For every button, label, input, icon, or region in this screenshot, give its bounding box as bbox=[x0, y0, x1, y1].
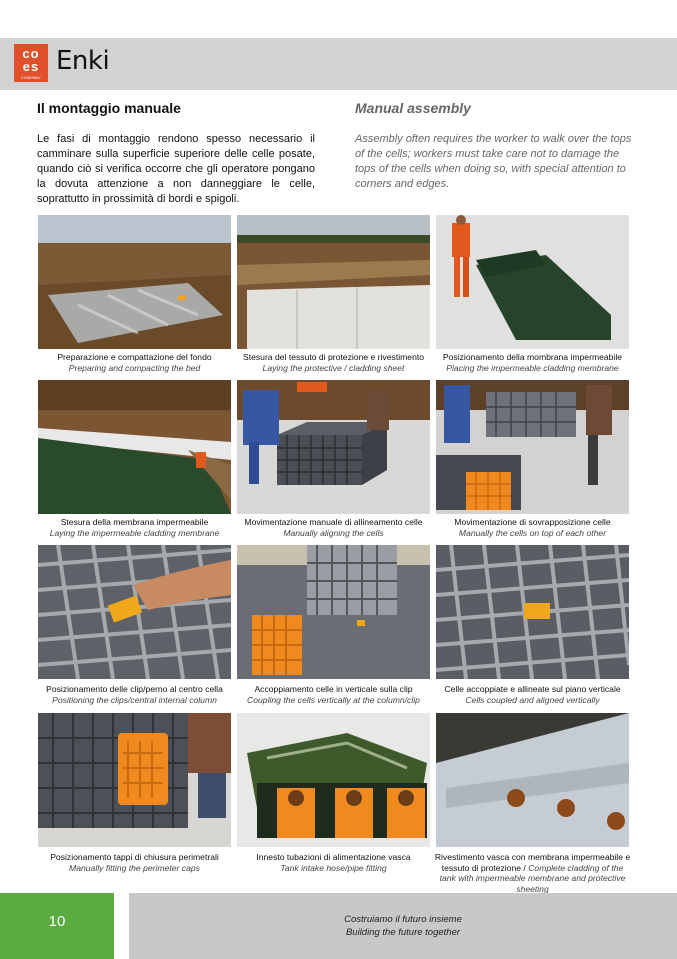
caption-3 bbox=[433, 352, 632, 373]
photo-aligning-cells bbox=[237, 380, 430, 514]
caption-5-it: Movimentazione manuale di allineamento celle bbox=[244, 517, 423, 527]
photo-placing-membrane bbox=[436, 215, 629, 349]
caption-2 bbox=[234, 352, 433, 373]
photo-preparing-bed bbox=[38, 215, 231, 349]
caption-3-en: Placing the impermeable cladding membrane bbox=[446, 362, 619, 373]
caption-11-it: Innesto tubazioni di alimentazione vasca bbox=[256, 852, 411, 862]
caption-11-en: Tank intake hose/pipe fitting bbox=[280, 862, 387, 873]
caption-5 bbox=[234, 517, 433, 538]
caption-7-en: Positioning the clips/central internal column bbox=[52, 694, 217, 705]
photo-protective-sheet bbox=[237, 215, 430, 349]
page-number: 10 bbox=[48, 913, 66, 930]
caption-1 bbox=[35, 352, 234, 373]
caption-8-en: Coupling the cells vertically at the column/clip bbox=[247, 694, 420, 705]
heading-english: Manual assembly bbox=[355, 100, 471, 116]
logo-text-co: co bbox=[22, 46, 40, 61]
brand-title: Enki bbox=[56, 46, 110, 76]
caption-6-en: Manually the cells on top of each other bbox=[458, 527, 607, 538]
logo-text-es: es bbox=[22, 59, 40, 74]
caption-4 bbox=[35, 517, 234, 538]
intro-english: Assembly often requires the worker to walk over the tops of the cells; workers must take care not to damage the tops of the cells when doing so, with special attention to corners and edges. bbox=[355, 133, 632, 190]
caption-8-it: Accoppiamento celle in verticale sulla clip bbox=[254, 684, 413, 694]
caption-6 bbox=[433, 517, 632, 538]
caption-2-it: Stesura del tessuto di protezione e rivestimento bbox=[242, 352, 425, 362]
caption-2-en: Laying the protective / cladding sheet bbox=[262, 362, 405, 373]
logo-text-company: COMPANY bbox=[21, 75, 41, 80]
caption-9-en: Cells coupled and aligned vertically bbox=[465, 694, 600, 705]
caption-12 bbox=[433, 852, 632, 894]
photo-stacking-cells bbox=[436, 380, 629, 514]
photo-laying-membrane bbox=[38, 380, 231, 514]
photo-coupling-cells bbox=[237, 545, 430, 679]
coes-logo bbox=[14, 44, 48, 82]
footer-slogan-en: Building the future together bbox=[345, 927, 461, 938]
photo-complete-cladding bbox=[436, 713, 629, 847]
caption-7-it: Posizionamento delle clip/perno al centro cella bbox=[46, 684, 223, 694]
caption-8 bbox=[234, 684, 433, 705]
caption-5-en: Manually aligning the cells bbox=[283, 527, 384, 538]
caption-4-en: Laying the impermeable cladding membrane bbox=[49, 527, 220, 538]
caption-9-it: Celle accoppiate e allineate sul piano verticale bbox=[444, 684, 621, 694]
caption-10 bbox=[35, 852, 234, 873]
caption-12-en: Complete cladding of the tank with impermeable membrane and protective sheeting bbox=[439, 862, 626, 894]
caption-1-it: Preparazione e compattazione del fondo bbox=[57, 352, 212, 362]
caption-10-it: Posizionamento tappi di chiusura perimetrali bbox=[50, 852, 219, 862]
heading-italian: Il montaggio manuale bbox=[37, 100, 181, 116]
photo-positioning-clips bbox=[38, 545, 231, 679]
caption-7 bbox=[35, 684, 234, 705]
caption-4-it: Stesura della membrana impermeabile bbox=[60, 517, 209, 527]
footer-band bbox=[129, 893, 677, 959]
caption-9 bbox=[433, 684, 632, 705]
caption-6-it: Movimentazione di sovrapposizione celle bbox=[454, 517, 611, 527]
caption-12-it: Rivestimento vasca con membrana impermeabile e tessuto di protezione / bbox=[434, 852, 631, 873]
photo-intake-pipes bbox=[237, 713, 430, 847]
caption-3-it: Posizionamento della mombrana impermeabile bbox=[442, 352, 623, 362]
caption-11 bbox=[234, 852, 433, 873]
top-strip bbox=[0, 0, 677, 38]
intro-italian: Le fasi di montaggio rendono spesso necessario il camminare sulla superficie superiore delle celle posate, quando ciò si verifica occorre che gli operatore pongano la dovuta attenzione a non danneggiare le celle, soprattutto in prossimità di bordi e spigoli. bbox=[37, 133, 315, 205]
photo-cells-aligned bbox=[436, 545, 629, 679]
caption-10-en: Manually fitting the perimeter caps bbox=[69, 862, 200, 873]
footer-slogan-it: Costruiamo il futuro insieme bbox=[344, 914, 462, 925]
caption-1-en: Preparing and compacting the bed bbox=[68, 362, 201, 373]
photo-perimeter-caps bbox=[38, 713, 231, 847]
